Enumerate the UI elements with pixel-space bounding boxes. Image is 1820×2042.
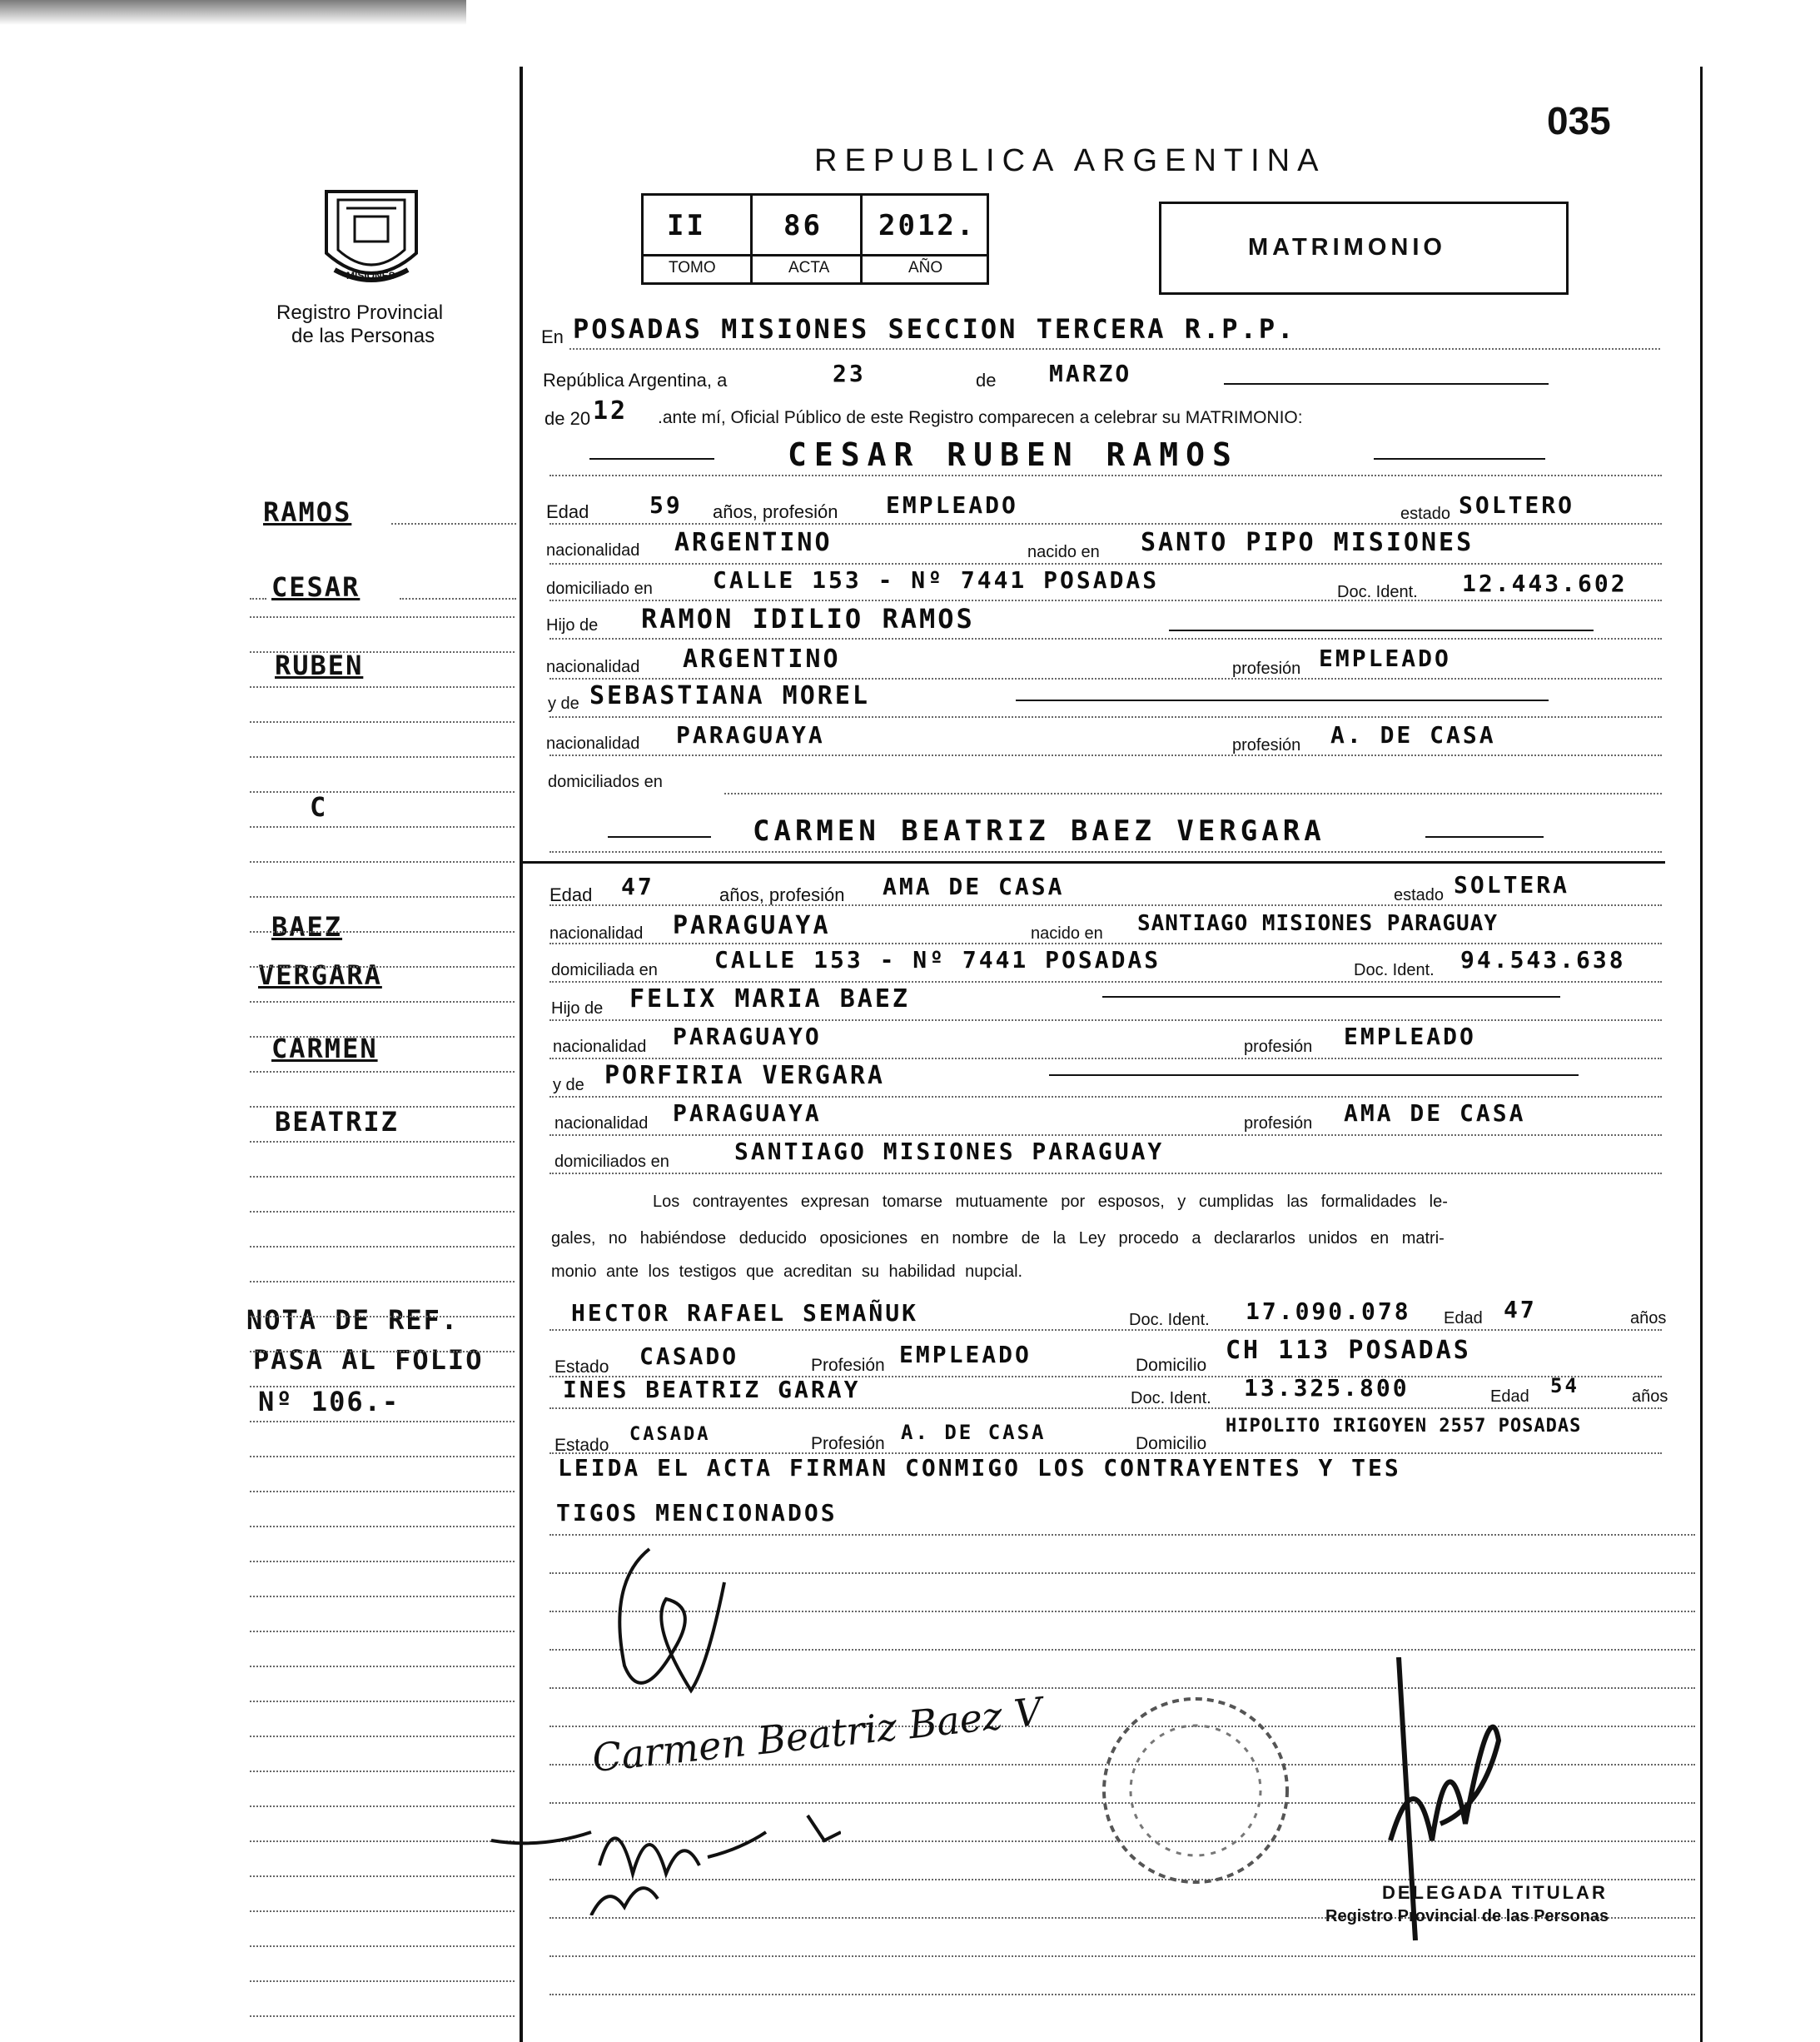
bride-born: SANTIAGO MISIONES PARAGUAY — [1137, 911, 1498, 936]
margin-dotted-line — [250, 1316, 515, 1317]
margin-dotted-line — [250, 1666, 515, 1667]
margin-dotted-line — [250, 1106, 515, 1108]
margin-dotted-line — [250, 1071, 515, 1073]
margin-ref-3: Nº 106.- — [258, 1386, 400, 1417]
groom-father-nat-label: nacionalidad — [546, 658, 640, 676]
label-de20: de 20 — [545, 408, 591, 429]
stamp-line1: DELEGADA TITULAR — [1382, 1882, 1608, 1903]
witness2-prof-label: Profesión — [811, 1434, 885, 1453]
margin-bride-4: BEATRIZ — [275, 1106, 399, 1138]
margin-dotted-line — [250, 1701, 515, 1702]
page-number: 035 — [1547, 99, 1611, 142]
margin-dotted-line — [250, 1736, 515, 1737]
witness1-civil: CASADO — [639, 1342, 739, 1370]
signature-witness — [491, 1799, 841, 1915]
witness2-name: INES BEATRIZ GARAY — [563, 1376, 861, 1403]
bride-name: CARMEN BEATRIZ BAEZ VERGARA — [753, 814, 1325, 848]
groom-mother-nat: PARAGUAYA — [676, 721, 825, 749]
margin-bride-2: VERGARA — [258, 959, 382, 991]
bride-prof-label: años, profesión — [719, 884, 845, 905]
margin-dotted-line — [250, 651, 515, 653]
groom-estado-label: estado — [1400, 505, 1451, 523]
act-day: 23 — [833, 360, 866, 387]
groom-dom-label: domiciliado en — [546, 580, 653, 598]
groom-name: CESAR RUBEN RAMOS — [788, 436, 1239, 473]
act-month: MARZO — [1049, 360, 1132, 387]
witness1-prof: EMPLEADO — [899, 1341, 1032, 1368]
witness1-anos-label: años — [1630, 1309, 1667, 1327]
document-type: MATRIMONIO — [1248, 234, 1446, 261]
groom-father: RAMON IDILIO RAMOS — [641, 603, 975, 635]
groom-father-nat: ARGENTINO — [683, 645, 841, 674]
groom-age: 59 — [649, 491, 683, 519]
stamp-line2: Registro Provincial de las Personas — [1325, 1907, 1609, 1925]
bride-doc: 94.543.638 — [1460, 946, 1626, 974]
bride-dom-label: domiciliada en — [551, 961, 658, 979]
margin-dotted-line — [250, 1176, 515, 1178]
margin-dotted-line — [250, 1001, 515, 1003]
groom-prof-label: años, profesión — [713, 501, 838, 522]
closing-1: LEIDA EL ACTA FIRMAN CONMIGO LOS CONTRAYENTES Y TES — [558, 1454, 1401, 1482]
margin-dotted-line — [250, 861, 515, 863]
signature-groom — [599, 1532, 783, 1724]
tomo-label: TOMO — [669, 259, 716, 276]
body-dotted-line — [549, 1994, 1695, 1995]
groom-nat-label: nacionalidad — [546, 541, 640, 560]
margin-dotted-line — [250, 966, 515, 968]
office-line1: Registro Provincial — [276, 301, 444, 324]
groom-nationality: ARGENTINO — [674, 528, 833, 557]
margin-dotted-line — [250, 1281, 515, 1282]
bride-mother: PORFIRIA VERGARA — [604, 1061, 885, 1090]
margin-dotted-line — [250, 791, 515, 793]
bride-father-nat: PARAGUAYO — [673, 1023, 822, 1050]
margin-ref-1: NOTA DE REF. — [246, 1304, 460, 1336]
groom-profession: EMPLEADO — [886, 491, 1018, 519]
bride-mother-nat-label: nacionalidad — [554, 1114, 649, 1133]
bride-parents-address: SANTIAGO MISIONES PARAGUAY — [734, 1138, 1165, 1165]
margin-groom-surname: RAMOS — [263, 496, 352, 528]
bride-mother-prof: AMA DE CASA — [1344, 1099, 1526, 1127]
bride-age: 47 — [621, 873, 654, 900]
margin-dotted-line — [250, 1910, 515, 1912]
margin-dotted-line — [250, 931, 515, 933]
groom-mother-prof-label: profesión — [1232, 736, 1301, 755]
witness1-edad-label: Edad — [1444, 1309, 1483, 1327]
margin-dotted-line — [250, 1456, 515, 1457]
bride-estado-label: estado — [1394, 886, 1445, 904]
top-edge — [0, 0, 466, 25]
acta-label: ACTA — [788, 259, 830, 276]
acta-value: 86 — [783, 209, 823, 242]
margin-dotted-line — [250, 1875, 515, 1877]
closing-2: TIGOS MENCIONADOS — [556, 1499, 838, 1527]
bride-nat-label: nacionalidad — [549, 924, 644, 943]
groom-edad-label: Edad — [546, 501, 589, 522]
witness2-civil: CASADA — [629, 1424, 711, 1445]
margin-dotted-line — [250, 1351, 515, 1352]
act-place: POSADAS MISIONES SECCION TERCERA R.P.P. — [573, 313, 1296, 345]
margin-dotted-line — [250, 1141, 515, 1143]
tomo-value: II — [667, 209, 706, 242]
margin-dotted-line — [250, 1246, 515, 1248]
right-border — [1700, 67, 1703, 2042]
signature-bride: Carmen Beatriz Baez V — [589, 1688, 1045, 1781]
margin-dotted-line — [250, 2015, 515, 2017]
margin-dotted-line — [250, 1036, 515, 1038]
witness2-edad-label: Edad — [1490, 1387, 1529, 1406]
witness1-dom-label: Domicilio — [1136, 1356, 1207, 1375]
witness1-estado-label: Estado — [554, 1357, 609, 1377]
margin-dotted-line — [250, 1421, 515, 1422]
label-ante: .ante mí, Oficial Público de este Registro comparecen a celebrar su MATRIMONIO: — [658, 408, 1303, 427]
seal-text: MISIONES — [346, 270, 395, 281]
margin-dotted-line — [250, 756, 515, 758]
witness1-prof-label: Profesión — [811, 1356, 885, 1375]
witness1-age: 47 — [1504, 1296, 1537, 1323]
bride-parents-dom-label: domiciliados en — [554, 1153, 669, 1171]
margin-dotted-line — [250, 686, 515, 688]
witness1-doc-label: Doc. Ident. — [1129, 1311, 1210, 1329]
label-en: En — [541, 326, 564, 347]
witness2-address: HIPOLITO IRIGOYEN 2557 POSADAS — [1226, 1416, 1582, 1437]
groom-born: SANTO PIPO MISIONES — [1141, 528, 1474, 557]
margin-dotted-line — [250, 1211, 515, 1213]
margin-dotted-line — [250, 1980, 515, 1982]
margin-dotted-line — [250, 1526, 515, 1527]
declaration-1: Los contrayentes expresan tomarse mutuamente por esposos, y cumplidas las formalidades le- — [653, 1193, 1448, 1211]
margin-dotted-line — [250, 896, 515, 898]
margin-dotted-line — [250, 1631, 515, 1632]
margin-dotted-line — [250, 721, 515, 723]
label-de: de — [976, 370, 997, 391]
witness2-doc-label: Doc. Ident. — [1131, 1389, 1211, 1407]
bride-civil: SOLTERA — [1454, 871, 1570, 899]
margin-ref-2: PASA AL FOLIO — [253, 1344, 484, 1376]
left-border — [520, 67, 523, 2042]
witness2-dom-label: Domicilio — [1136, 1434, 1207, 1453]
margin-dotted-line — [250, 1596, 515, 1597]
groom-father-prof: EMPLEADO — [1319, 645, 1451, 672]
margin-dotted-line — [250, 1561, 515, 1562]
registry-box — [641, 193, 989, 285]
label-rep: República Argentina, a — [543, 370, 728, 391]
margin-groom-second: RUBEN — [275, 650, 364, 681]
margin-dotted-line — [250, 1491, 515, 1492]
witness2-age: 54 — [1550, 1374, 1579, 1397]
groom-doc: 12.443.602 — [1462, 570, 1628, 597]
margin-dotted-line — [250, 1386, 515, 1387]
groom-born-label: nacido en — [1027, 543, 1100, 561]
province-seal — [318, 183, 425, 291]
groom-mother-nat-label: nacionalidad — [546, 735, 640, 753]
witness2-prof: A. DE CASA — [901, 1421, 1047, 1444]
bride-nationality: PARAGUAYA — [673, 911, 831, 940]
bride-edad-label: Edad — [549, 884, 593, 905]
margin-dotted-line — [250, 1771, 515, 1772]
bride-father-nat-label: nacionalidad — [553, 1038, 647, 1056]
bride-mother-nat: PARAGUAYA — [673, 1099, 822, 1127]
official-stamp — [1096, 1666, 1295, 1915]
bride-address: CALLE 153 - Nº 7441 POSADAS — [714, 946, 1161, 974]
bride-yde-label: y de — [553, 1076, 584, 1094]
bride-mother-prof-label: profesión — [1244, 1114, 1313, 1133]
witness1-address: CH 113 POSADAS — [1226, 1336, 1471, 1365]
office-line2: de las Personas — [291, 325, 435, 347]
witness2-anos-label: años — [1632, 1387, 1668, 1406]
ano-value: 2012. — [878, 209, 977, 242]
bride-born-label: nacido en — [1031, 924, 1103, 943]
bride-father: FELIX MARIA BAEZ — [629, 984, 910, 1014]
witness2-estado-label: Estado — [554, 1436, 609, 1455]
margin-conj: C — [310, 791, 328, 823]
margin-dotted-line — [250, 616, 515, 618]
bride-father-prof: EMPLEADO — [1344, 1023, 1476, 1050]
ano-label: AÑO — [908, 259, 943, 276]
groom-yde-label: y de — [548, 695, 579, 713]
groom-parents-dom-label: domiciliados en — [548, 773, 663, 791]
section-separator — [520, 861, 1665, 864]
declaration-2: gales, no habiéndose deducido oposiciones en nombre de la Ley procedo a declararlos unidos en matri- — [551, 1229, 1445, 1248]
groom-father-prof-label: profesión — [1232, 660, 1301, 678]
groom-civil: SOLTERO — [1459, 491, 1575, 519]
declaration-3: monio ante los testigos que acreditan su habilidad nupcial. — [551, 1263, 1023, 1281]
margin-dotted-line — [250, 826, 515, 828]
groom-mother: SEBASTIANA MOREL — [589, 681, 870, 710]
bride-hijo-label: Hijo de — [551, 999, 604, 1018]
witness2-doc: 13.325.800 — [1244, 1374, 1410, 1402]
groom-mother-prof: A. DE CASA — [1330, 721, 1496, 749]
margin-dotted-line — [250, 1805, 515, 1807]
country-title: REPUBLICA ARGENTINA — [814, 143, 1326, 178]
margin-dotted-line — [250, 1840, 515, 1842]
groom-doc-label: Doc. Ident. — [1337, 583, 1418, 601]
margin-bride-1: BAEZ — [271, 911, 343, 943]
bride-father-prof-label: profesión — [1244, 1038, 1313, 1056]
bride-doc-label: Doc. Ident. — [1354, 961, 1435, 979]
matrimonio-box — [1159, 202, 1569, 295]
margin-dotted-line — [250, 1945, 515, 1947]
witness1-name: HECTOR RAFAEL SEMAÑUK — [571, 1299, 919, 1327]
margin-groom-first: CESAR — [271, 571, 361, 603]
groom-hijo-label: Hijo de — [546, 616, 599, 635]
groom-address: CALLE 153 - Nº 7441 POSADAS — [713, 566, 1160, 594]
witness1-doc: 17.090.078 — [1246, 1297, 1411, 1325]
bride-profession: AMA DE CASA — [883, 873, 1065, 900]
act-year: 12 — [593, 396, 629, 426]
margin-bride-3: CARMEN — [271, 1033, 378, 1064]
